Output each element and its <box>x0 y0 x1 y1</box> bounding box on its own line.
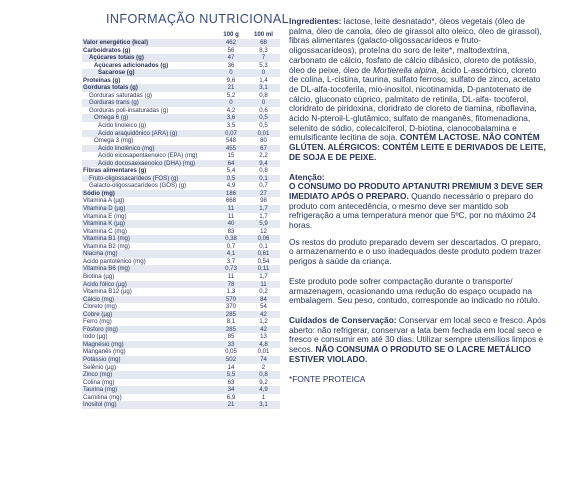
value-per-100g: 33 <box>215 341 247 349</box>
nutrient-label: Vitamina B6 (mg) <box>82 265 215 273</box>
value-per-100g: 83 <box>227 227 235 235</box>
value-per-100ml: 0 <box>247 69 280 77</box>
value-per-100ml: 1,4 <box>259 76 268 84</box>
table-row <box>82 341 280 349</box>
nutrient-label: Ácido pantotênico (mg) <box>83 257 146 265</box>
value-per-100ml: 80 <box>260 137 267 145</box>
nutrient-label: Ácido linoleico (g) <box>98 122 147 130</box>
table-row <box>82 379 280 387</box>
ingredients-heading: Ingredientes: <box>289 16 342 26</box>
value-per-100g: 14 <box>227 363 235 371</box>
table-row <box>82 47 280 55</box>
nutrient-label: Carboidratos (g) <box>83 46 131 54</box>
value-per-100ml: 27 <box>247 190 280 198</box>
value-per-100ml: 0,11 <box>247 265 280 273</box>
table-row <box>82 394 280 402</box>
value-per-100g: 285 <box>215 311 247 319</box>
nutrient-label: Ácido eicosapentaenoico (EPA) (mg) <box>98 152 198 160</box>
value-per-100ml: 7 <box>247 54 280 62</box>
value-per-100g: 0,7 <box>226 242 236 250</box>
value-per-100g: 548 <box>225 137 237 145</box>
table-row <box>82 250 280 258</box>
value-per-100ml: 5,9 <box>247 220 280 228</box>
nutrient-label: Biotina (µg) <box>83 272 115 280</box>
value-per-100ml: 1,7 <box>259 212 268 220</box>
nutrient-label: Ômega 3 (mg) <box>94 137 134 145</box>
value-per-100ml: 0 <box>247 99 280 107</box>
table-row <box>82 326 280 334</box>
value-per-100ml: 0,54 <box>257 257 270 265</box>
nutrient-label: Inositol (mg) <box>82 401 215 409</box>
value-per-100ml: 0,8 <box>259 91 268 99</box>
nutrient-label: Selênio (µg) <box>83 363 116 371</box>
nutrient-label: Zinco (mg) <box>82 371 215 379</box>
value-per-100g: 15 <box>227 152 235 160</box>
value-per-100g: 21 <box>215 401 247 409</box>
value-per-100g: 64 <box>215 160 247 168</box>
value-per-100ml: 2 <box>261 363 266 371</box>
value-per-100g: 462 <box>215 39 247 47</box>
table-row <box>82 122 280 130</box>
nutrient-label: Ácido linolênico (mg) <box>82 145 215 153</box>
table-row <box>82 235 280 243</box>
table-header-row <box>82 31 280 39</box>
value-per-100ml: 1 <box>261 393 266 401</box>
value-per-100g: 0,5 <box>215 175 247 183</box>
value-per-100g: 570 <box>215 296 247 304</box>
nutrient-label: Ácido docosaexaenoico (DHA) (mg) <box>82 160 215 168</box>
table-row <box>82 152 280 160</box>
value-per-100ml: 13 <box>260 333 267 341</box>
value-per-100ml: 0,5 <box>247 114 280 122</box>
table-row <box>82 114 280 122</box>
table-row <box>82 99 280 107</box>
nutrient-label: Magnésio (mg) <box>82 341 215 349</box>
nutrient-label: Carnitina (mg) <box>83 393 122 401</box>
table-row <box>82 318 280 326</box>
table-row <box>82 92 280 100</box>
value-per-100g: 5,4 <box>226 167 236 175</box>
value-per-100g: 0,38 <box>215 235 247 243</box>
nutrient-label: Ácido araquidônico (ARA) (g) <box>82 130 215 138</box>
value-per-100g: 5,5 <box>215 371 247 379</box>
table-row <box>82 311 280 319</box>
table-row <box>82 386 280 394</box>
value-per-100g: 9,6 <box>226 76 236 84</box>
value-per-100g: 3,7 <box>226 257 236 265</box>
nutrient-label: Fósforo (mg) <box>82 326 215 334</box>
table-row <box>82 303 280 311</box>
value-per-100g: 40 <box>215 220 247 228</box>
value-per-100g: 36 <box>227 61 235 69</box>
nutrient-label: Ferro (mg) <box>83 318 112 326</box>
nutrient-label: Vitamina B2 (mg) <box>83 242 130 250</box>
value-per-100ml: 8,3 <box>259 46 268 54</box>
table-row <box>82 137 280 145</box>
value-per-100ml: 4,8 <box>247 341 280 349</box>
nutrient-label: Gorduras trans (g) <box>82 99 215 107</box>
table-row <box>82 167 280 175</box>
value-per-100g: 0,73 <box>215 265 247 273</box>
value-per-100ml: 1,2 <box>259 318 268 326</box>
table-row <box>82 182 280 190</box>
table-row <box>82 288 280 296</box>
nutrient-label: Vitamina B12 (µg) <box>83 288 132 296</box>
table-row <box>82 213 280 221</box>
nutrient-label: Cálcio (mg) <box>82 296 215 304</box>
value-per-100ml: 0,6 <box>259 106 268 114</box>
nutrition-table-body <box>82 31 280 409</box>
value-per-100g: 1,3 <box>226 288 236 296</box>
attention-text: Quando necessário o preparo do produto com antecedência, o mesmo deve ser mantido sob refrigeração a uma temperatura menor que 5ºC, por no máximo 24 horas. <box>289 190 536 231</box>
value-per-100ml: 67 <box>247 145 280 153</box>
nutrient-label: Proteínas (g) <box>83 76 121 84</box>
table-row <box>82 145 280 153</box>
value-per-100ml: 1,7 <box>247 205 280 213</box>
nutrient-label: Fibras alimentares (g) <box>83 167 147 175</box>
value-per-100ml: 42 <box>247 326 280 334</box>
nutrient-label: Açúcares totais (g) <box>82 54 215 62</box>
value-per-100g: 34 <box>215 386 247 394</box>
compaction-paragraph: Este produto pode sofrer compactação durante o transporte/ armazenagem, ocasionando uma redução do espaço ocupado na embalagem. Seu peso, contudo, corresponde ao indicado no rótulo. <box>289 275 540 306</box>
table-row <box>82 273 280 281</box>
value-per-100g: 0,05 <box>225 348 237 356</box>
table-row <box>82 54 280 62</box>
nutrition-table <box>82 31 280 409</box>
attention-paragraph <box>289 182 547 231</box>
table-row <box>82 130 280 138</box>
nutrient-label: Sódio (mg) <box>82 190 215 198</box>
value-per-100ml: 98 <box>260 197 267 205</box>
value-per-100g: 6,9 <box>226 393 236 401</box>
value-per-100ml: 3,1 <box>247 84 280 92</box>
value-per-100g: 21 <box>215 84 247 92</box>
table-row <box>82 228 280 236</box>
value-per-100ml: 0,2 <box>259 288 268 296</box>
value-per-100ml: 4,9 <box>247 386 280 394</box>
nutrient-label: Ômega 6 (g) <box>82 114 215 122</box>
value-per-100g: 285 <box>215 326 247 334</box>
nutrient-label: Cloreto (mg) <box>83 303 117 311</box>
table-row <box>82 333 280 341</box>
nutrient-label: Manganês (mg) <box>83 348 126 356</box>
value-per-100ml: 11 <box>247 281 280 289</box>
nutrient-label: Açúcares adicionados (g) <box>94 61 169 69</box>
value-per-100g: 0 <box>215 69 247 77</box>
value-per-100g: 502 <box>215 356 247 364</box>
value-per-100ml: 84 <box>247 296 280 304</box>
nutrient-label: Vitamina A (µg) <box>83 197 125 205</box>
table-row <box>82 243 280 251</box>
nutrient-label: Valor energético (kcal) <box>82 39 215 47</box>
nutrient-label: Gorduras totais (g) <box>82 84 215 92</box>
table-row <box>82 356 280 364</box>
table-row <box>82 197 280 205</box>
value-per-100g: 47 <box>215 54 247 62</box>
value-per-100ml: 68 <box>247 39 280 47</box>
care-paragraph <box>289 316 547 365</box>
table-row <box>82 371 280 379</box>
value-per-100ml: 0,06 <box>247 235 280 243</box>
table-row <box>82 265 280 273</box>
table-row <box>82 62 280 70</box>
table-row <box>82 77 280 85</box>
value-per-100ml: 0,1 <box>247 175 280 183</box>
nutrient-label: Vitamina K (µg) <box>82 220 215 228</box>
table-row <box>82 69 280 77</box>
value-per-100g: 63 <box>227 378 235 386</box>
header-label <box>82 31 215 39</box>
value-per-100g: 11 <box>215 205 247 213</box>
nutrient-label: Galacto-oligossacarídeos (GOS) (g) <box>89 182 187 190</box>
leftovers-paragraph: Os restos do produto preparado devem ser descartados. O preparo, o armazenamento e o uso inadequados deste produto podem trazer perigos à saúde da criança. <box>289 236 541 267</box>
value-per-100ml: 0,5 <box>259 122 268 130</box>
nutrient-label: Iodo (µg) <box>83 333 108 341</box>
value-per-100g: 3,6 <box>215 114 247 122</box>
value-per-100g: 78 <box>215 281 247 289</box>
nutrient-label: Niacina (mg) <box>82 250 215 258</box>
value-per-100g: 3,5 <box>226 122 236 130</box>
ingredients-italic: Mortierella alpina <box>372 64 437 75</box>
value-per-100g: 4,2 <box>226 106 236 114</box>
value-per-100g: 186 <box>215 190 247 198</box>
table-row <box>82 190 280 198</box>
value-per-100ml: 5,3 <box>259 61 268 69</box>
nutrient-label: Sacarose (g) <box>82 69 215 77</box>
value-per-100g: 11 <box>227 272 235 280</box>
table-row <box>82 281 280 289</box>
value-per-100ml: 1,7 <box>259 272 268 280</box>
nutrient-label: Potássio (mg) <box>82 356 215 364</box>
label-text-column <box>289 17 547 384</box>
value-per-100g: 11 <box>227 212 235 220</box>
value-per-100ml: 2,2 <box>259 152 268 160</box>
table-row <box>82 220 280 228</box>
value-per-100ml: 9,2 <box>259 378 268 386</box>
value-per-100g: 5,2 <box>226 91 236 99</box>
value-per-100ml: 0,7 <box>259 182 268 190</box>
nutrient-label: Gorduras saturadas (g) <box>89 91 152 99</box>
value-per-100ml: 0,61 <box>247 250 280 258</box>
value-per-100ml: 9,4 <box>247 160 280 168</box>
header-per-100ml: 100 ml <box>254 31 273 39</box>
table-row <box>82 401 280 409</box>
table-row <box>82 160 280 168</box>
care-warning: NÃO CONSUMA O PRODUTO SE O LACRE METÁLICO ESTIVER VIOLADO. <box>289 344 531 364</box>
attention-bold: O CONSUMO DO PRODUTO APTANUTRI PREMIUM 3 DEVE SER IMEDIATO APÓS O PREPARO. <box>289 181 543 201</box>
table-row <box>82 175 280 183</box>
table-row <box>82 39 280 47</box>
value-per-100ml: 0,1 <box>259 242 268 250</box>
nutrient-label: Vitamina E (mg) <box>83 212 127 220</box>
value-per-100ml: 0,8 <box>259 167 268 175</box>
nutrient-label: Vitamina C (mg) <box>83 227 127 235</box>
allergen-warning: CONTÉM LACTOSE. NÃO CONTÉM GLÚTEN. ALÉRGICOS: CONTÉM LEITE E DERIVADOS DE LEITE, DE SOJA E DE PEIXE. <box>289 132 546 162</box>
value-per-100ml: 0,01 <box>257 348 270 356</box>
ingredients-text-2: , ácido L-ascórbico, cloreto de colina, L-cistina, taurina, sulfato ferroso, sulfato de zinco, acetato de DL-alfa-tocoferila, mio-inositol, nicotinamida, D-pantotenato de cálcio, gluconato cúprico, palmitato de retinila, DL-alfa- tocoferol, cloridrato de piridoxina, cloridrato de cloreto de tiamina, riboflavina, ácido N-pteroil-L-glutâmico, sulfato de manganês, fitomenadiona, selenito de sódio, colecalciferol, D-biotina, cianocobalamina e emulsificante lecitina de soja. <box>289 64 541 143</box>
nutrient-label: Ácido fólico (µg) <box>82 281 215 289</box>
nutrient-label: Gorduras poli-insaturadas (g) <box>89 106 169 114</box>
attention-heading: Atenção: <box>289 171 325 182</box>
value-per-100ml: 42 <box>247 311 280 319</box>
value-per-100g: 56 <box>227 46 235 54</box>
value-per-100g: 0 <box>215 99 247 107</box>
value-per-100ml: 0,8 <box>247 371 280 379</box>
value-per-100ml: 12 <box>260 227 267 235</box>
value-per-100g: 668 <box>225 197 237 205</box>
table-row <box>82 84 280 92</box>
nutrient-label: Vitamina D (µg) <box>82 205 215 213</box>
table-row <box>82 348 280 356</box>
value-per-100g: 4,1 <box>215 250 247 258</box>
table-row <box>82 107 280 115</box>
nutrient-label: Taurina (mg) <box>82 386 215 394</box>
ingredients-paragraph <box>289 17 547 163</box>
value-per-100g: 370 <box>225 303 237 311</box>
value-per-100g: 4,9 <box>226 182 236 190</box>
table-row <box>82 364 280 372</box>
value-per-100ml: 74 <box>247 356 280 364</box>
table-row <box>82 296 280 304</box>
table-row <box>82 258 280 266</box>
nutrient-label: Fruto-oligossacarídeos (FOS) (g) <box>82 175 215 183</box>
value-per-100g: 0,07 <box>215 130 247 138</box>
footnote: *FONTE PROTEICA <box>289 373 366 384</box>
nutrient-label: Vitamina B1 (mg) <box>82 235 215 243</box>
value-per-100ml: 54 <box>260 303 267 311</box>
nutrition-title: INFORMAÇÃO NUTRICIONAL <box>106 12 290 26</box>
nutrient-label: Colina (mg) <box>83 378 115 386</box>
value-per-100g: 455 <box>215 145 247 153</box>
table-row <box>82 205 280 213</box>
care-heading: Cuidados de Conservação: <box>289 314 397 325</box>
header-per-100g: 100 g <box>223 31 239 39</box>
value-per-100ml: 0,01 <box>247 130 280 138</box>
value-per-100g: 8,1 <box>226 318 236 326</box>
ingredients-text: lactose, leite desnatado*, óleos vegetais (óleo de palma, óleo de canola, óleo de girassol alto oleico, óleo de girassol), fibras alimentares (galacto-oligossacarídeos e fruto-oligossacarídeos), proteína do soro de leite*, maltodextrina, carbonato de cálcio, fosfato de cálcio dibásico, cloreto de potássio, óleo de peixe, óleo de <box>289 16 542 75</box>
nutrient-label: Cobre (µg) <box>82 311 215 319</box>
value-per-100g: 85 <box>227 333 235 341</box>
care-text: Conservar em local seco e fresco. Após aberto: não refrigerar, conservar a lata bem fechada em local seco e fresco e consumir em até 30 dias. Utilizar sempre utensílios limpos e secos. <box>289 314 546 355</box>
value-per-100ml: 3,1 <box>247 401 280 409</box>
